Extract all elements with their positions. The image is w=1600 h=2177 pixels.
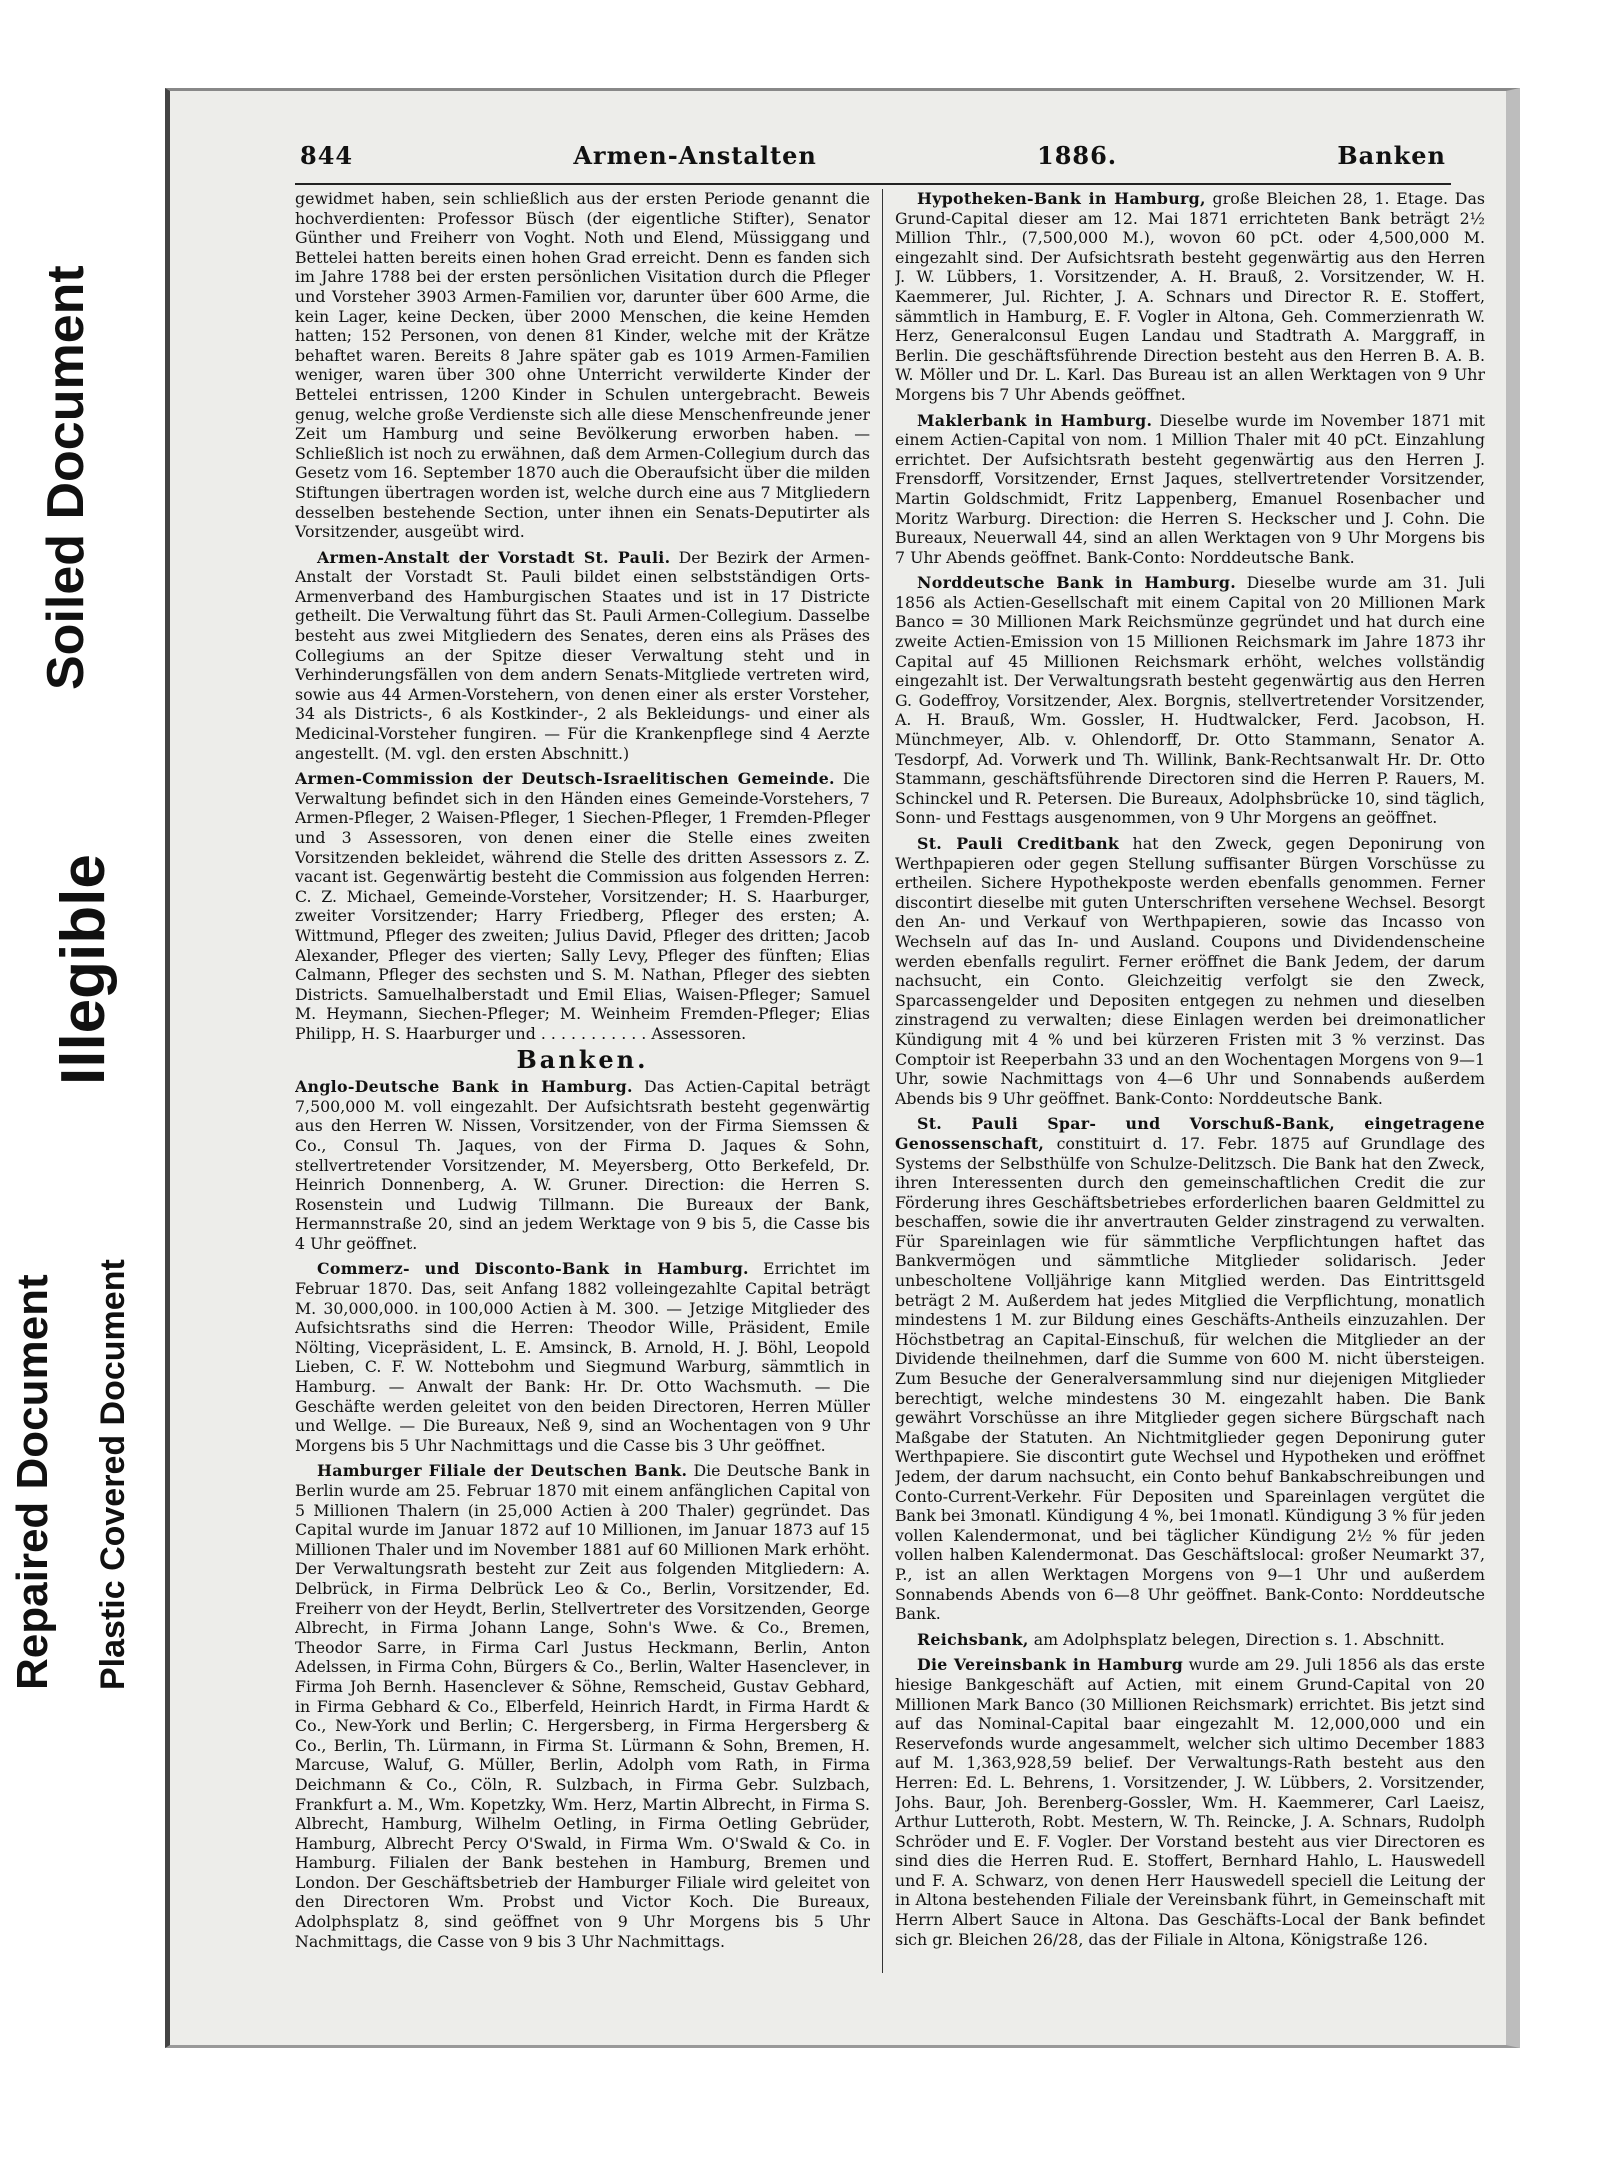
entry-title: Maklerbank in Hamburg.	[917, 410, 1153, 430]
scanned-page	[165, 88, 1520, 2048]
header-rule	[295, 183, 1451, 185]
right-running-title: Banken	[1337, 141, 1446, 170]
israel-commission-entry	[295, 769, 870, 1043]
repaired-document-label: Repaired Document	[8, 1274, 57, 1690]
anglo-deutsche-bank-entry	[295, 1077, 870, 1253]
entry-title: Armen-Commission der Deutsch-Israelitischen Gemeinde.	[295, 769, 835, 789]
left-column	[295, 189, 870, 1983]
condition-labels	[0, 0, 160, 2177]
entry-title: Anglo-Deutsche Bank in Hamburg.	[295, 1077, 633, 1097]
left-running-title: Armen-Anstalten	[573, 141, 817, 170]
entry-text: Das Actien-Capital beträgt 7,500,000 M. voll eingezahlt. Der Aufsichtsrath besteht gegenwärtig aus den Herren W. Nissen, Vorsitzender, von der Firma Siemssen & Co., Consul Th. Jaques, von der Firma D. Jaques & Sohn, stellvertretender Vorsitzender, M. Meyersberg, Otto Berkefeld, Dr. Heinrich Donnenberg, A. W. Gruner. Direction: die Herren S. Rosenstein und Ludwig Tillmann. Die Bureaux der Bank, Hermannstraße 20, sind an jedem Werktage von 9 bis 5, die Casse bis 4 Uhr geöffnet.	[295, 1077, 870, 1253]
right-column	[895, 189, 1485, 1983]
entry-text: Dieselbe wurde am 31. Juli 1856 als Actien-Gesellschaft mit einem Capital von 20 Millionen Mark Banco = 30 Millionen Mark Reichsmünze gegründet und hat durch eine zweite Actien-Emission von 15 Millionen Reichsmark im Jahre 1873 ihr Capital auf 45 Millionen Reichsmark erhöht, welches vollständig eingezahlt ist. Der Verwaltungsrath besteht gegenwärtig aus den Herren G. Godeffroy, Vorsitzender, Alex. Borgnis, stellvertretender Vorsitzender, A. H. Brauß, Wm. Gossler, H. Hudtwalcker, Ferd. Jacobson, H. Münchmeyer, Alb. v. Ohlendorff, Dr. Otto Stammann, Senator A. Tesdorpf, Ad. Vorwerk und Th. Willink, Bank-Rechtsanwalt Hr. Dr. Otto Stammann, geschäftsführende Directoren sind die Herren P. Rauers, M. Schinckel und R. Petersen. Die Bureaux, Adolphsbrücke 10, sind täglich, Sonn- und Festtags ausgenommen, von 9 Uhr Morgens an geöffnet.	[895, 573, 1485, 828]
st-pauli-creditbank-entry	[895, 834, 1485, 1108]
entry-text: Die Deutsche Bank in Berlin wurde am 25. Februar 1870 mit einem anfänglichen Capital von 5 Millionen Thalern (in 25,000 Actien à 200 Thaler) gegründet. Das Capital wurde im Januar 1872 auf 10 Millionen, im Januar 1873 auf 15 Millionen Thaler und im November 1881 auf 60 Millionen Mark erhöht. Der Verwaltungsrath besteht zur Zeit aus folgenden Mitgliedern: A. Delbrück, in Firma Delbrück Leo & Co., Berlin, Vorsitzender, Ed. Freiherr von der Heydt, Berlin, Stellvertreter des Vorsitzenden, George Albrecht, in Firma Johann Lange, Sohn's Wwe. & Co., Bremen, Theodor Sarre, in Firma Carl Justus Heckmann, Berlin, Anton Adelssen, in Firma Cohn, Bürgers & Co., Berlin, Walter Hasenclever, in Firma Joh Bernh. Hasenclever & Söhne, Remscheid, Gustav Gebhard, in Firma Gebhard & Co., Elberfeld, Heinrich Hardt, in Firma Hardt & Co., New-York und Berlin; C. Hergersberg, in Firma Hergersberg & Co., Berlin, Th. Lürmann, in Firma St. Lürmann & Sohn, Bremen, H. Marcuse, Waluf, G. Müller, Berlin, Adolph vom Rath, in Firma Deichmann & Co., Cöln, R. Sulzbach, in Firma Gebr. Sulzbach, Frankfurt a. M., Wm. Kopetzky, Wm. Herz, Martin Albrecht, in Firma S. Albrecht, Hamburg, Wilhelm Oetling, in Firma Oetling Gebrüder, Hamburg, Albrecht Percy O'Swald, in Firma Wm. O'Swald & Co. in Hamburg. Filialen der Bank bestehen in Hamburg, Bremen und London. Der Geschäftsbetrieb der Hamburger Filiale wird geleitet von den Directoren Wm. Probst und Victor Koch. Die Bureaux, Adolphsplatz 8, sind geöffnet von 9 Uhr Morgens bis 5 Uhr Nachmittags, die Casse von 9 bis 3 Uhr Nachmittags.	[295, 1461, 870, 1951]
entry-text: große Bleichen 28, 1. Etage. Das Grund-Capital dieser am 12. Mai 1871 errichteten Bank beträgt 2½ Million Thlr., (7,500,000 M.), wovon 60 pCt. oder 4,500,000 M. eingezahlt sind. Der Aufsichtsrath besteht gegenwärtig aus den Herren J. W. Lübbers, 1. Vorsitzender, A. H. Brauß, 2. Vorsitzender, W. H. Kaemmerer, Jul. Richter, J. A. Schnars und Director R. E. Stoffert, sämmtlich in Hamburg, E. F. Vogler in Altona, Geh. Commerzienrath W. Herz, Generalconsul Eugen Landau und Stadtrath A. Marggraff, in Berlin. Die geschäftsführende Direction besteht aus den Herren B. A. B. W. Möller und Dr. L. Karl. Das Bureau ist an allen Werktagen von 9 Uhr Morgens bis 7 Uhr Abends geöffnet.	[895, 189, 1485, 404]
norddeutsche-bank-entry	[895, 573, 1485, 828]
vereinsbank-entry	[895, 1655, 1485, 1949]
banken-section-heading: Banken.	[516, 1044, 649, 1074]
hypotheken-bank-entry	[895, 189, 1485, 405]
continuation-paragraph: gewidmet haben, sein schließlich aus der ersten Periode genannt die hochverdienten: Professor Büsch (der eigentliche Stifter), Senator Günther und Freiherr von Voght. Noth und Elend, Müssiggang und Bettelei hatten bereits einen hohen Grad erreicht. Denn es fanden sich im Jahre 1788 bei der ersten persönlichen Visitation durch die Pfleger und Vorsteher 3903 Armen-Familien vor, darunter über 600 Arme, die kein Lager, keine Decken, über 2000 Menschen, die keine Hemden hatten; 152 Personen, von denen 81 Kinder, welche mit der Krätze behaftet waren. Bereits 8 Jahre später gab es 1019 Armen-Familien weniger, waren über 300 ohne Unterricht verwilderte Kinder der Bettelei entrissen, 1200 Kinder in Schulen untergebracht. Beweis genug, welche große Verdienste sich alle diese Menschenfreunde jener Zeit um Hamburg und seine Bevölkerung erworben haben. — Schließlich ist noch zu erwähnen, daß dem Armen-Collegium durch das Gesetz vom 16. September 1870 auch die Oberaufsicht über die milden Stiftungen übertragen worden ist, welche durch eine aus 7 Mitgliedern desselben bestehende Section, unter ihnen ein Senats-Deputirter als Vorsitzender, ausgeübt wird.	[295, 189, 870, 542]
st-pauli-spar-bank-entry	[895, 1114, 1485, 1623]
entry-title: St. Pauli Creditbank	[917, 834, 1120, 853]
illegible-label: Illegible	[49, 854, 118, 1085]
entry-title: Reichsbank,	[917, 1629, 1029, 1649]
entry-title: St. Pauli Spar- und Vorschuß-Bank, eingetragene Genossenschaft,	[895, 1114, 1485, 1153]
entry-title: Commerz- und Disconto-Bank in Hamburg.	[317, 1259, 749, 1279]
maklerbank-entry	[895, 411, 1485, 568]
entry-title: Hamburger Filiale der Deutschen Bank.	[317, 1461, 688, 1481]
entry-title: Norddeutsche Bank in Hamburg.	[917, 573, 1237, 593]
entry-text: am Adolphsplatz belegen, Direction s. 1. Abschnitt.	[1033, 1629, 1445, 1649]
entry-title: Armen-Anstalt der Vorstadt St. Pauli.	[317, 547, 671, 567]
entry-text: Die Verwaltung befindet sich in den Händen eines Gemeinde-Vorstehers, 7 Armen-Pfleger, 2 Waisen-Pfleger, 1 Siechen-Pfleger, 1 Fremden-Pfleger und 3 Assessoren, von denen einer die Stelle eines zweiten Vorsitzenden bekleidet, während die Stelle des dritten Assessors z. Z. vacant ist. Gegenwärtig besteht die Commission aus folgenden Herren: C. Z. Michael, Gemeinde-Vorsteher, Vorsitzender; H. S. Haarburger, zweiter Vorsitzender; Harry Friedberg, Pfleger des ersten; A. Wittmund, Pfleger des zweiten; Julius David, Pfleger des dritten; Jacob Alexander, Pfleger des vierten; Sally Levy, Pfleger des fünften; Elias Calmann, Pfleger des sechsten und S. M. Nathan, Pfleger des siebten Districts. Samuelhalberstadt und Emil Elias, Waisen-Pfleger; Samuel M. Heymann, Siechen-Pfleger; M. Weinheim Fremden-Pfleger; Elias Philipp, H. S. Haarburger und . . . . . . . . . . . Assessoren.	[295, 769, 870, 1043]
st-pauli-armen-entry	[295, 548, 870, 764]
page-number: 844	[300, 141, 354, 170]
column-divider	[882, 189, 883, 1973]
year: 1886.	[1037, 141, 1118, 170]
deutsche-bank-filiale-entry	[295, 1461, 870, 1951]
commerz-disconto-bank-entry	[295, 1259, 870, 1455]
entry-text: wurde am 29. Juli 1856 als das erste hiesige Bankgeschäft auf Actien, mit einem Grund-Capital von 20 Millionen Mark Banco (30 Millionen Reichsmark) errichtet. Bis jetzt sind auf das Nominal-Capital baar eingezahlt M. 12,000,000 und ein Reservefonds wurde angesammelt, welcher sich ultimo December 1883 auf M. 1,363,928,59 belief. Der Verwaltungs-Rath besteht aus den Herren: Ed. L. Behrens, 1. Vorsitzender, J. W. Lübbers, 2. Vorsitzender, Johs. Baur, Joh. Berenberg-Gossler, Wm. H. Kaemmerer, Carl Laeisz, Arthur Lutteroth, Robt. Mestern, W. Th. Reincke, J. A. Schnars, Rudolph Schröder und E. F. Vogler. Der Vorstand besteht aus vier Directoren es sind dies die Herren Rud. E. Stoffert, Bernhard Hahlo, L. Hauswedell und F. A. Schwarz, von denen Herr Hauswedell speciell die Leitung der in Altona bestehenden Filiale der Vereinsbank führt, in Gemeinschaft mit Herrn Albert Sauce in Altona. Das Geschäfts-Local der Bank befindet sich gr. Bleichen 26/28, das der Filiale in Altona, Königstraße 126.	[895, 1655, 1485, 1949]
entry-text: Der Bezirk der Armen-Anstalt der Vorstadt St. Pauli bildet einen selbstständigen Orts-Armenverband des Hamburgischen Staates und ist in 17 Districte getheilt. Die Verwaltung führt das St. Pauli Armen-Collegium. Dasselbe besteht aus zwei Mitgliedern des Senates, deren eins als Präses des Collegiums an der Spitze dieser Verwaltung steht und in Verhinderungsfällen von dem andern Senats-Mitgliede vertreten wird, sowie aus 44 Armen-Vorstehern, von denen einer als erster Vorsteher, 34 als Districts-, 6 als Kostkinder-, 2 als Bekleidungs- und einer als Medicinal-Vorsteher fungiren. — Für die Krankenpflege sind 4 Aerzte angestellt. (M. vgl. den ersten Abschnitt.)	[295, 547, 870, 763]
entry-title: Hypotheken-Bank in Hamburg,	[917, 189, 1206, 208]
entry-text: constituirt d. 17. Febr. 1875 auf Grundlage des Systems der Selbsthülfe von Schulze-Delitzsch. Die Bank hat den Zweck, ihren Interessenten durch den gemeinschaftlichen Credit die zur Förderung ihres Geschäftsbetriebes erforderlichen baaren Geldmittel zu beschaffen, sowie die ihr anvertrauten Gelder zinstragend zu verwalten. Für Spareinlagen wie für sämmtliche Verpflichtungen haftet das Bankvermögen und sämmtliche Mitglieder solidarisch. Jeder unbescholtene Volljährige kann Mitglied werden. Das Eintrittsgeld beträgt 2 M. Außerdem hat jedes Mitglied die Verpflichtung, monatlich mindestens 1 M. zur Bildung eines Geschäfts-Antheils einzuzahlen. Der Höchstbetrag an Capital-Einschuß, für welchen die Mitglieder an der Dividende theilnehmen, darf die Summe von 600 M. nicht übersteigen. Zum Besuche der Generalversammlung sind nur diejenigen Mitglieder berechtigt, welche mindestens 30 M. eingezahlt haben. Die Bank gewährt Vorschüsse an ihre Mitglieder gegen sichere Bürgschaft nach Maßgabe der Statuten. An Nichtmitglieder gegen Deponirung guter Werthpapiere. Sie discontirt gute Wechsel und Hypotheken und eröffnet Jedem, der darum nachsucht, ein Conto behuf Bankabschreibungen und Conto-Current-Verkehr. Für Depositen und Spareinlagen vergütet die Bank bei 3monatl. Kündigung 4 %, bei 1monatl. Kündigung 3 % für jeden vollen Kalendermonat, und bei täglicher Kündigung 2½ % für jeden vollen halben Kalendermonat. Das Geschäftslocal: großer Neumarkt 37, P., ist an allen Werktagen Morgens von 9—1 Uhr und außerdem Sonnabends Abends von 6—8 Uhr geöffnet. Bank-Conto: Norddeutsche Bank.	[895, 1133, 1485, 1624]
entry-text: Errichtet im Februar 1870. Das, seit Anfang 1882 volleingezahlte Capital beträgt M. 30,000,000. in 100,000 Actien à M. 300. — Jetzige Mitglieder des Aufsichtsraths sind die Herren: Theodor Wille, Präsident, Emile Nölting, Vicepräsident, L. E. Amsinck, B. Arnold, H. J. Böhl, Leopold Lieben, C. F. W. Nottebohm und Siegmund Warburg, sämmtlich in Hamburg. — Anwalt der Bank: Hr. Dr. Otto Wachsmuth. — Die Geschäfte werden geleitet von den beiden Directoren, Herren Müller und Wellge. — Die Bureaux, Neß 9, sind an Wochentagen von 9 Uhr Morgens bis 5 Uhr Nachmittags und die Casse bis 3 Uhr geöffnet.	[295, 1259, 870, 1455]
reichsbank-entry	[895, 1630, 1485, 1650]
entry-text: hat den Zweck, gegen Deponirung von Werthpapieren oder gegen Stellung suffisanter Bürgen Vorschüsse zu ertheilen. Sichere Hypothekposte werden ebenfalls genommen. Ferner discontirt dieselbe mit guten Unterschriften versehene Wechsel. Besorgt den An- und Verkauf von Werthpapieren, sowie das Incasso von Wechseln auf das In- und Ausland. Coupons und Dividendenscheine werden ebenfalls regulirt. Ferner eröffnet die Bank Jedem, der darum nachsucht, ein Conto. Gleichzeitig verfolgt sie den Zweck, Sparcassengelder und Depositen entgegen zu nehmen und dieselben zinstragend zu verwalten; diese Einlagen werden bei dreimonatlicher Kündigung mit 4 % und bei kürzeren Fristen mit 3 % verzinst. Das Comptoir ist Reeperbahn 33 und an den Wochentagen Morgens von 9—1 Uhr, sowie Nachmittags von 4—6 Uhr und Sonnabends außerdem Abends bis 9 Uhr geöffnet. Bank-Conto: Norddeutsche Bank.	[895, 834, 1485, 1108]
entry-text: Dieselbe wurde im November 1871 mit einem Actien-Capital von nom. 1 Million Thaler mit 40 pCt. Einzahlung errichtet. Der Aufsichtsrath besteht gegenwärtig aus den Herren J. Frensdorff, Vorsitzender, Ernst Jaques, stellvertretender Vorsitzender, Martin Goldschmidt, Fritz Lappenberg, Emanuel Rosenbacher und Moritz Warburg. Direction: die Herren S. Heckscher und J. Cohn. Die Bureaux, Neuerwall 44, sind an allen Werktagen von 9 Uhr Morgens bis 7 Uhr Abends geöffnet. Bank-Conto: Norddeutsche Bank.	[895, 410, 1485, 567]
soiled-document-label: Soiled Document	[37, 265, 95, 690]
plastic-covered-label: Plastic Covered Document	[94, 1259, 132, 1690]
entry-title: Die Vereinsbank in Hamburg	[917, 1655, 1184, 1675]
page-header	[300, 141, 1446, 181]
